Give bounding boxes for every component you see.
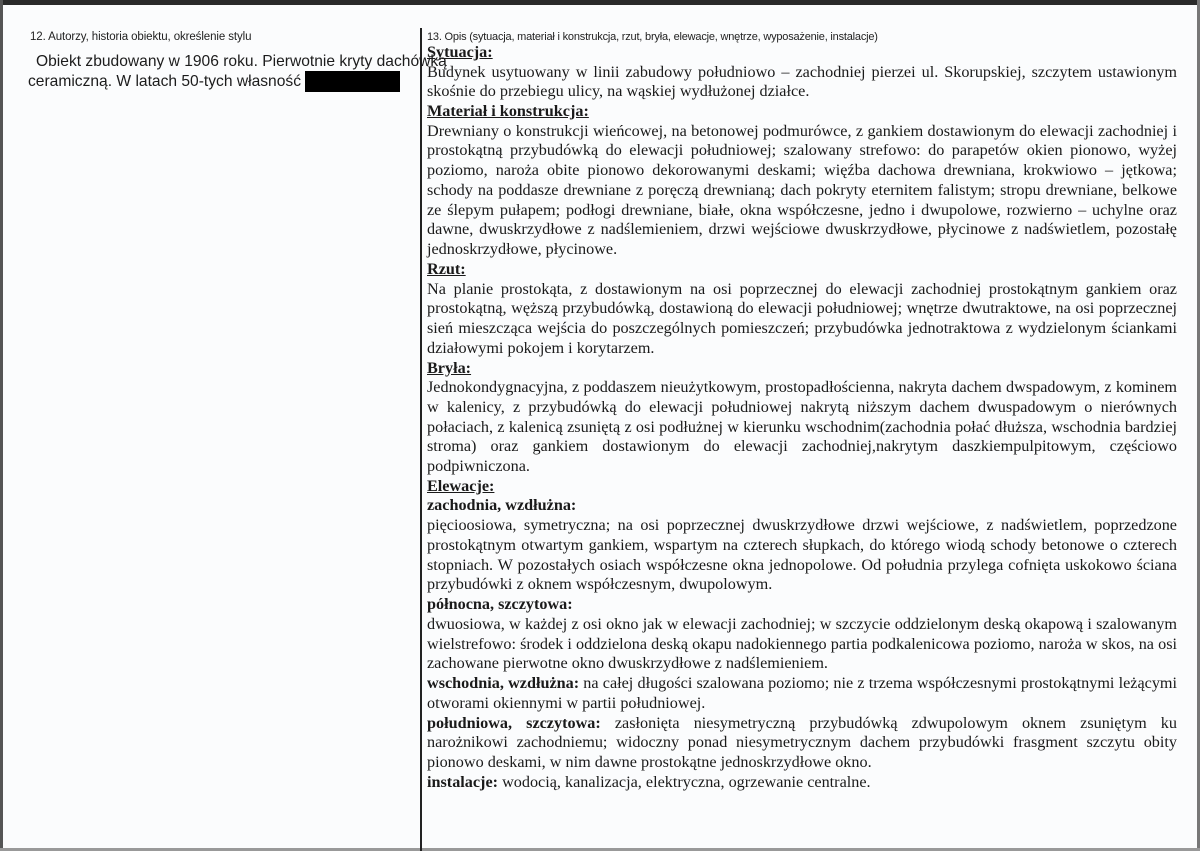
scan-border-top <box>0 0 1200 5</box>
section-13-description <box>427 31 1177 793</box>
sytuacja-title: Sytuacja: <box>427 43 493 61</box>
elewacja-wschodnia <box>427 674 1177 714</box>
section-12-history <box>28 31 447 92</box>
elewacja-wschodnia-text: na całej długości szalowana poziomo; nie z trzema współczesnymi prostokątnymi leżącymi otworami okiennymi w partii południowej. <box>427 674 1177 712</box>
section-12-body <box>28 53 447 92</box>
material-text: Drewniany o konstrukcji wieńcowej, na betonowej podmurówce, z gankiem dostawionym do elewacji zachodniej i prostokątną przybudówką do elewacji południowej; szalowany strefowo: do parapetów okien pionowo, wyżej poziomo, naroża obite pionowo dekorowanymi deskami; więźba dachowa drewniana, krokwiowo – jętkowa; schody na poddasze drewniane z poręczą drewnianą; dach pokryty eternitem falistym; stropu drewniane, belkowe ze ślepym pułapem; podłogi drewniane, białe, okna współczesne, jedno i dwupolowe, rozwierno – uchylne oraz dawne, dwuskrzydłowe z nadślemieniem, drzwi wejściowe dwuskrzydłowe, płycinowe z nadświetlem, pozostałę jednoskrzydłowe, płycinowe. <box>427 121 1177 259</box>
section-13-heading: 13. Opis (sytuacja, materiał i konstrukcja, rzut, bryła, elewacje, wnętrze, wyposażenie, instalacje) <box>427 31 878 43</box>
elewacja-polnocna-title: północna, szczytowa: <box>427 595 573 614</box>
instalacje <box>427 773 1177 793</box>
history-line-1: Obiekt zbudowany w 1906 roku. Pierwotnie kryty dachówką <box>36 53 447 70</box>
sytuacja-text: Budynek usytuowany w linii zabudowy południowo – zachodniej pierzei ul. Skorupskiej, szczytem ustawionym skośnie do przebiegu ulicy, na wąskiej wydłużonej działce. <box>427 62 1177 101</box>
bryla-title: Bryła: <box>427 358 472 377</box>
scan-border-left <box>0 0 3 851</box>
instalacje-text: wodocią, kanalizacja, elektryczna, ogrzewanie centralne. <box>498 772 871 791</box>
instalacje-title: instalacje: <box>427 772 499 791</box>
rzut-title: Rzut: <box>427 259 466 278</box>
material-title: Materiał i konstrukcja: <box>427 102 589 121</box>
elewacje-title: Elewacje: <box>427 476 495 495</box>
elewacja-poludniowa-text: zasłonięta niesymetryczną przybudówką zdwupolowym oknem zsuniętym ku narożnikowi zachodniemu; widoczny ponad niesymetrycznym dachem przybudówki frasgment szczytu obity pionowo deskami, w nim dawne prostokątne jednoskrzydłowe okno. <box>427 713 1177 772</box>
section-12-heading: 12. Autorzy, historia obiektu, określenie stylu <box>30 31 252 43</box>
redaction-block <box>305 71 400 92</box>
rzut-text: Na planie prostokąta, z dostawionym na osi poprzecznej do elewacji zachodniej prostokątnym gankiem oraz prostokątną, węższą przybudówką, dostawioną do elewacji południowej; wnętrze dwutraktowe, na osi poprzecznej sień mieszcząca wejścia do poszczególnych pomieszczeń; przybudówka jednotraktowa z wydzielonym ściankami działowymi pokojem i korytarzem. <box>427 279 1177 357</box>
column-divider <box>420 28 422 851</box>
elewacja-poludniowa <box>427 714 1177 773</box>
elewacja-polnocna-text: dwuosiowa, w każdej z osi okno jak w elewacji zachodniej; w szczycie oddzielonym deską okapową i szalowanym wielstrefowo: środek i oddzielona deską okapu nadokiennego partia podkalenicowa poziomo, naroża w skos, na osi zachowane pierwotne okno dwuskrzydłowe z nadślemieniem. <box>427 614 1177 673</box>
elewacja-zachodnia-text: pięcioosiowa, symetryczna; na osi poprzecznej dwuskrzydłowe drzwi wejściowe, z nadświetlem, poprzedzone prostokątnym otwartym gankiem, wspartym na czterech słupkach, do którego wiodą schody betonowe o czterech stopniach. W pozostałych osiach współczesne okna jednopolowe. Od południa przylega cofnięta uskokowo ściana przybudówki z oknem współczesnym, dwupolowym. <box>427 516 1177 594</box>
elewacja-zachodnia-title: zachodnia, wzdłużna: <box>427 496 577 515</box>
elewacja-wschodnia-title: wschodnia, wzdłużna: <box>427 674 580 693</box>
history-line-2-text: ceramiczną. W latach 50-tych własność <box>28 72 301 90</box>
bryla-text: Jednokondygnacyjna, z poddaszem nieużytkowym, prostopadłościenna, nakryta dachem dwspadowym, z kominem w kalenicy, z przybudówką do elewacji południowej nakrytą niższym dachem dwuspadowym o nierównych połaciach, z kalenicą zsuniętą z osi podłużnej w kierunku wschodnim(zachodnia połać dłuższa, wschodnia bardziej stroma) oraz gankiem dostawionym do elewacji zachodniej,nakrytym daszkiempulpitowym, częściowo podpiwniczona. <box>427 378 1177 476</box>
elewacja-poludniowa-title: południowa, szczytowa: <box>427 713 601 732</box>
history-line-2 <box>28 71 415 92</box>
